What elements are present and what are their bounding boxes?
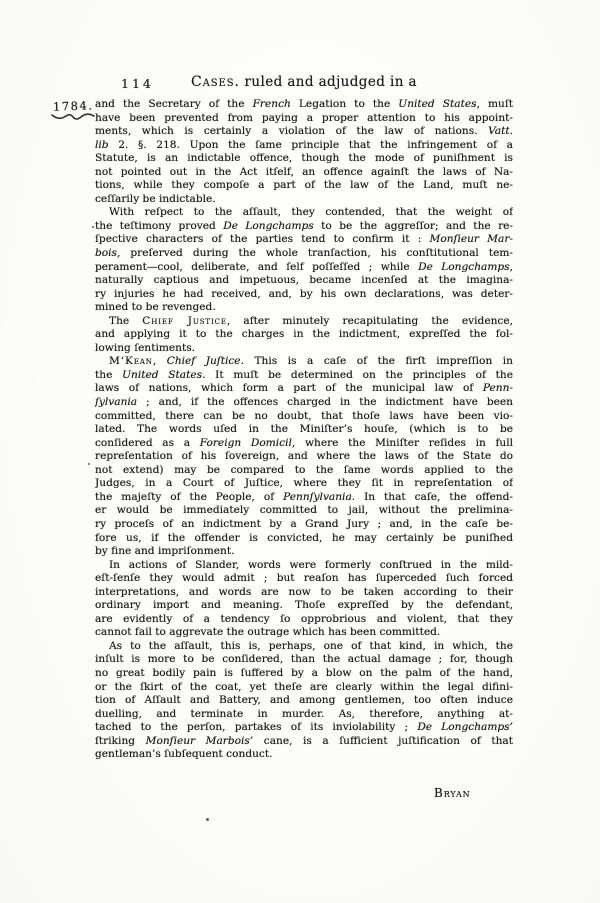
text-line: [95, 667, 513, 681]
text-segment: M‘Kean: [109, 355, 153, 368]
text-segment: In actions of Slander, words were formerly conſtrued in the mild-: [109, 558, 513, 571]
text-segment: Statute, is an indictable offence, though the mode of puniſhment is: [95, 152, 513, 165]
text-line: [95, 532, 513, 546]
text-segment: and the Secretary of the: [95, 98, 253, 110]
text-segment: United States: [122, 368, 203, 381]
text-line: [95, 708, 513, 722]
text-segment: Foreign Domicil: [199, 436, 292, 449]
text-line: [95, 464, 513, 478]
text-segment: , where the Miniſter reſides in full: [291, 436, 513, 449]
text-segment: As to the aſſault, this is, perhaps, one of that kind, in which, the: [109, 639, 513, 652]
text-segment: not pointed out in the Act itſelf, an offence againſt the laws of Na-: [95, 165, 513, 178]
page-number: 114: [121, 76, 154, 91]
text-line: [95, 450, 513, 464]
text-line: [95, 125, 513, 139]
ink-speck: [88, 463, 90, 465]
text-line: [95, 233, 513, 247]
text-line: [95, 288, 513, 302]
text-segment: ceſſarily be indictable.: [95, 192, 216, 205]
year-flourish-squiggle: [51, 110, 95, 122]
text-segment: lib: [95, 138, 109, 151]
text-segment: cane, is a ſufficient juſtification of that: [253, 734, 513, 747]
text-line: [95, 518, 513, 532]
text-line: [95, 586, 513, 600]
ink-speck: [206, 818, 209, 821]
text-segment: Cases.: [191, 74, 240, 90]
text-segment: , muſt: [476, 98, 513, 110]
text-line: [95, 247, 513, 261]
text-segment: De Longchamps’: [417, 721, 513, 734]
text-segment: Judges, in a Court of Juſtice, where they ſit in repreſentation of: [95, 477, 513, 490]
text-segment: bois,: [95, 247, 121, 260]
text-line: [95, 477, 513, 491]
text-segment: 2. §. 218. Upon the ſame principle that the infringement of a: [108, 138, 513, 151]
text-segment: ; and, if the offences charged in the indictment have been: [137, 396, 513, 409]
text-line: [95, 328, 513, 342]
text-segment: . This is a caſe of the firſt impreſſion in: [240, 355, 513, 368]
text-segment: duelling, and terminate in murder. As, therefore, anything at-: [95, 707, 513, 720]
text-line: [95, 315, 513, 329]
text-line: [95, 545, 513, 559]
text-segment: interpretations, and words are now to be taken according to their: [95, 585, 513, 598]
text-segment: The: [109, 314, 143, 327]
text-segment: Vatt.: [488, 125, 513, 138]
text-line: [95, 98, 513, 112]
text-segment: are evidently of a tendency ſo opprobrious and violent, that they: [95, 612, 513, 625]
text-line: [95, 382, 513, 396]
text-line: [95, 355, 513, 369]
text-segment: tions, while they compoſe a part of the law of the Land, muſt ne-: [95, 179, 513, 192]
text-line: [95, 653, 513, 667]
text-segment: mined to be revenged.: [95, 301, 216, 314]
text-line: [95, 626, 513, 640]
text-segment: De Longchamps: [418, 260, 510, 273]
text-segment: United States: [398, 98, 477, 110]
text-segment: lowing ſentiments.: [95, 341, 196, 354]
text-segment: Monſieur Marbois’: [145, 734, 254, 747]
text-segment: Pennſylvania: [283, 490, 352, 503]
text-segment: eſt-ſenſe they would admit ; but reaſon has ſuperceded ſuch forced: [95, 572, 513, 585]
text-segment: cannot fail to aggrevate the outrage which has been committed.: [95, 626, 441, 639]
ink-speck: [92, 226, 94, 228]
text-segment: laws of nations, which form a part of the municipal law of: [95, 382, 483, 395]
text-segment: repreſentation of his ſovereign, and where the laws of the State do: [95, 450, 513, 463]
text-segment: gentleman’s ſubſequent conduct.: [95, 748, 273, 761]
text-line: [95, 369, 513, 383]
text-segment: Legation to the: [290, 98, 399, 110]
text-segment: ſtriking: [95, 734, 146, 747]
text-segment: Chief Justice: [142, 314, 227, 327]
text-line: [95, 599, 513, 613]
text-line: [95, 152, 513, 166]
text-segment: er would be immediately committed to jail, without the prelimina-: [95, 504, 513, 517]
text-segment: no great bodily pain is ſuffered by a blow on the palm of the hand,: [95, 666, 513, 679]
text-segment: lated. The words uſed in the Miniſter’s houſe, (which is to be: [95, 423, 513, 436]
text-line: [95, 681, 513, 695]
text-segment: not extend) may be compared to the ſame words applied to the: [95, 463, 513, 476]
running-title: [95, 74, 513, 90]
text-segment: ry injuries he had received, and, by his own declarations, was deter-: [95, 287, 513, 300]
text-line: [95, 179, 513, 193]
text-segment: conſidered as a: [95, 436, 200, 449]
text-line: [95, 166, 513, 180]
text-line: [95, 694, 513, 708]
text-segment: tion of Aſſault and Battery, and among gentlemen, too often induce: [95, 694, 513, 707]
text-segment: ordinary import and meaning. Thoſe expreſſed by the defendant,: [95, 599, 513, 612]
text-segment: naturally captious and impetuous, became incenſed at the imagina-: [95, 274, 513, 287]
text-segment: the: [95, 368, 123, 381]
text-line: [95, 410, 513, 424]
text-segment: With reſpect to the aſſault, they contended, that the weight of: [109, 206, 513, 219]
text-line: [95, 437, 513, 451]
text-segment: ſpective characters of the parties tend to confirm it :: [95, 233, 430, 246]
text-segment: tached to the perſon, partakes of its inviolability ;: [95, 721, 418, 734]
text-segment: French: [252, 98, 291, 110]
text-line: [95, 301, 513, 315]
text-segment: . In that caſe, the offend-: [351, 490, 513, 503]
text-line: [95, 423, 513, 437]
text-segment: ments, which is certainly a violation of the law of nations.: [95, 125, 489, 138]
text-line: [95, 613, 513, 627]
text-segment: preſerved during the whole tranſaction, his conſtitutional tem-: [120, 247, 513, 260]
text-segment: by fine and impriſonment.: [95, 545, 235, 558]
text-line: [95, 112, 513, 126]
text-segment: ,: [152, 355, 167, 368]
text-line: [95, 748, 513, 762]
text-line: [95, 206, 513, 220]
text-line: [95, 396, 513, 410]
text-segment: . It muſt be determined on the principles of the: [202, 368, 513, 381]
text-segment: have been prevented from paying a proper attention to his appoint-: [95, 111, 513, 124]
text-segment: Monſieur Mar-: [429, 233, 513, 246]
text-line: [95, 559, 513, 573]
text-line: [95, 342, 513, 356]
text-line: [95, 572, 513, 586]
text-segment: , after minutely recapitulating the evidence,: [226, 314, 513, 327]
text-segment: Chief Juſtice: [166, 355, 241, 368]
text-segment: ,: [509, 260, 513, 273]
text-line: [95, 274, 513, 288]
text-segment: to be the aggreſſor; and the re-: [313, 219, 513, 232]
text-line: [95, 261, 513, 275]
text-segment: De Longchamps: [223, 219, 314, 232]
text-line: [95, 640, 513, 654]
text-segment: inſult is more to be conſidered, than the actual damage ; for, though: [95, 653, 513, 666]
text-segment: the majeſty of the People, of: [95, 490, 284, 503]
text-line: [95, 721, 513, 735]
text-segment: committed, there can be no doubt, that thoſe laws have been vio-: [95, 409, 513, 422]
text-line: [95, 220, 513, 234]
text-segment: Penn-: [482, 382, 513, 395]
text-segment: ſylvania: [95, 396, 138, 409]
text-line: [95, 193, 513, 207]
page-body: [95, 98, 513, 762]
text-segment: fore us, if the offender is convicted, he may certainly be puniſhed: [95, 531, 513, 544]
text-segment: or the ſkirt of the coat, yet theſe are clearly within the legal difini-: [95, 680, 513, 693]
margin-year-note: 1784.: [52, 98, 94, 114]
text-segment: and applying it to the charges in the indictment, expreſſed the fol-: [95, 328, 513, 341]
text-segment: the teſtimony proved: [95, 219, 224, 232]
text-segment: ruled and adjudged in a: [239, 74, 417, 90]
catchword: [434, 786, 471, 800]
text-segment: ry proceſs of an indictment by a Grand Jury ; and, in the caſe be-: [95, 517, 513, 530]
text-line: [95, 491, 513, 505]
text-segment: Bryan: [434, 786, 471, 800]
text-line: [95, 735, 513, 749]
text-segment: perament—cool, deliberate, and ſelf poſſeſſed ; while: [95, 260, 419, 273]
text-line: [95, 139, 513, 153]
text-line: [95, 504, 513, 518]
